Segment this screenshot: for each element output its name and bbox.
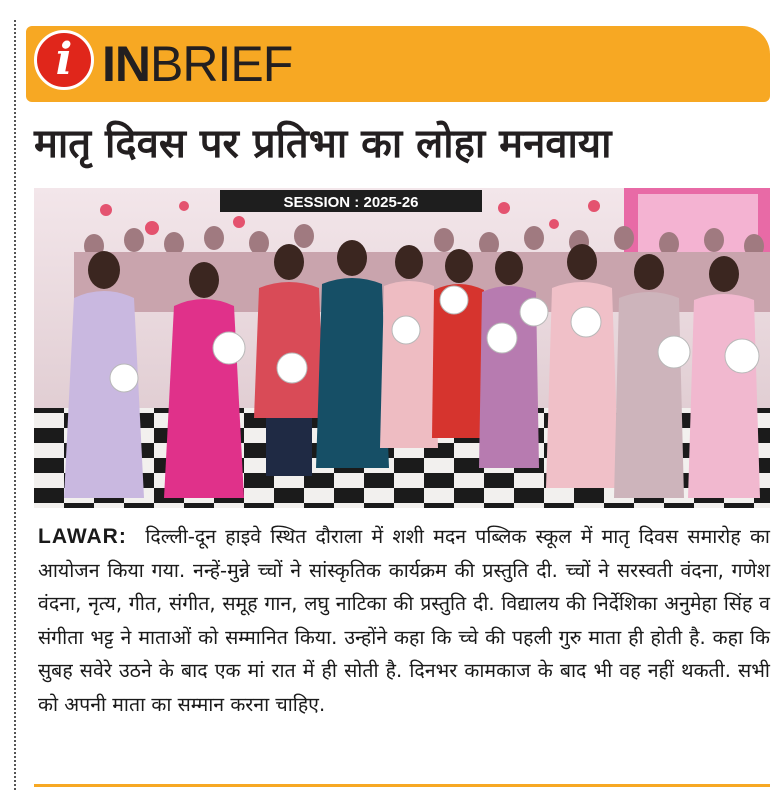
session-sign: SESSION : 2025-26 [283, 194, 419, 211]
event-photo [34, 188, 770, 508]
event-photo-illustration [34, 188, 770, 508]
bottom-rule [34, 784, 770, 787]
brand-bold-text: IN [102, 36, 150, 92]
article-body [38, 520, 770, 721]
article-headline: मातृ दिवस पर प्रतिभा का लोहा मनवाया [34, 121, 612, 167]
dateline: LAWAR: [38, 525, 127, 548]
section-brand [102, 36, 292, 92]
column-dotted-rule [14, 20, 16, 790]
brand-light-text: BRIEF [150, 36, 293, 92]
article-body-text: दिल्ली-दून हाइवे स्थित दौराला में शशी मदन पब्लिक स्कूल में मातृ दिवस समारोह का आयोजन किया गया. नन्हें-मुन्ने च्चों ने सांस्कृतिक कार्यक्रम की प्रस्तुति दी. च्चों ने सरस्वती वंदना, गणेश वंदना, नृत्य, गीत, संगीत, समूह गान, लघु नाटिका की प्रस्तुति दी. विद्यालय की निर्देशिका अनुमेहा सिंह व संगीता भट्ट ने माताओं को सम्मानित किया. उन्होंने कहा कि च्चे की पहली गुरु माता ही होती है. कहा कि सुबह सवेरे उठने के बाद एक मां रात में ही सोती है. दिनभर कामकाज के बाद भी वह नहीं थकती. सभी को अपनी माता का सम्मान करना चाहिए. [38, 525, 770, 716]
info-icon: i [34, 30, 94, 90]
